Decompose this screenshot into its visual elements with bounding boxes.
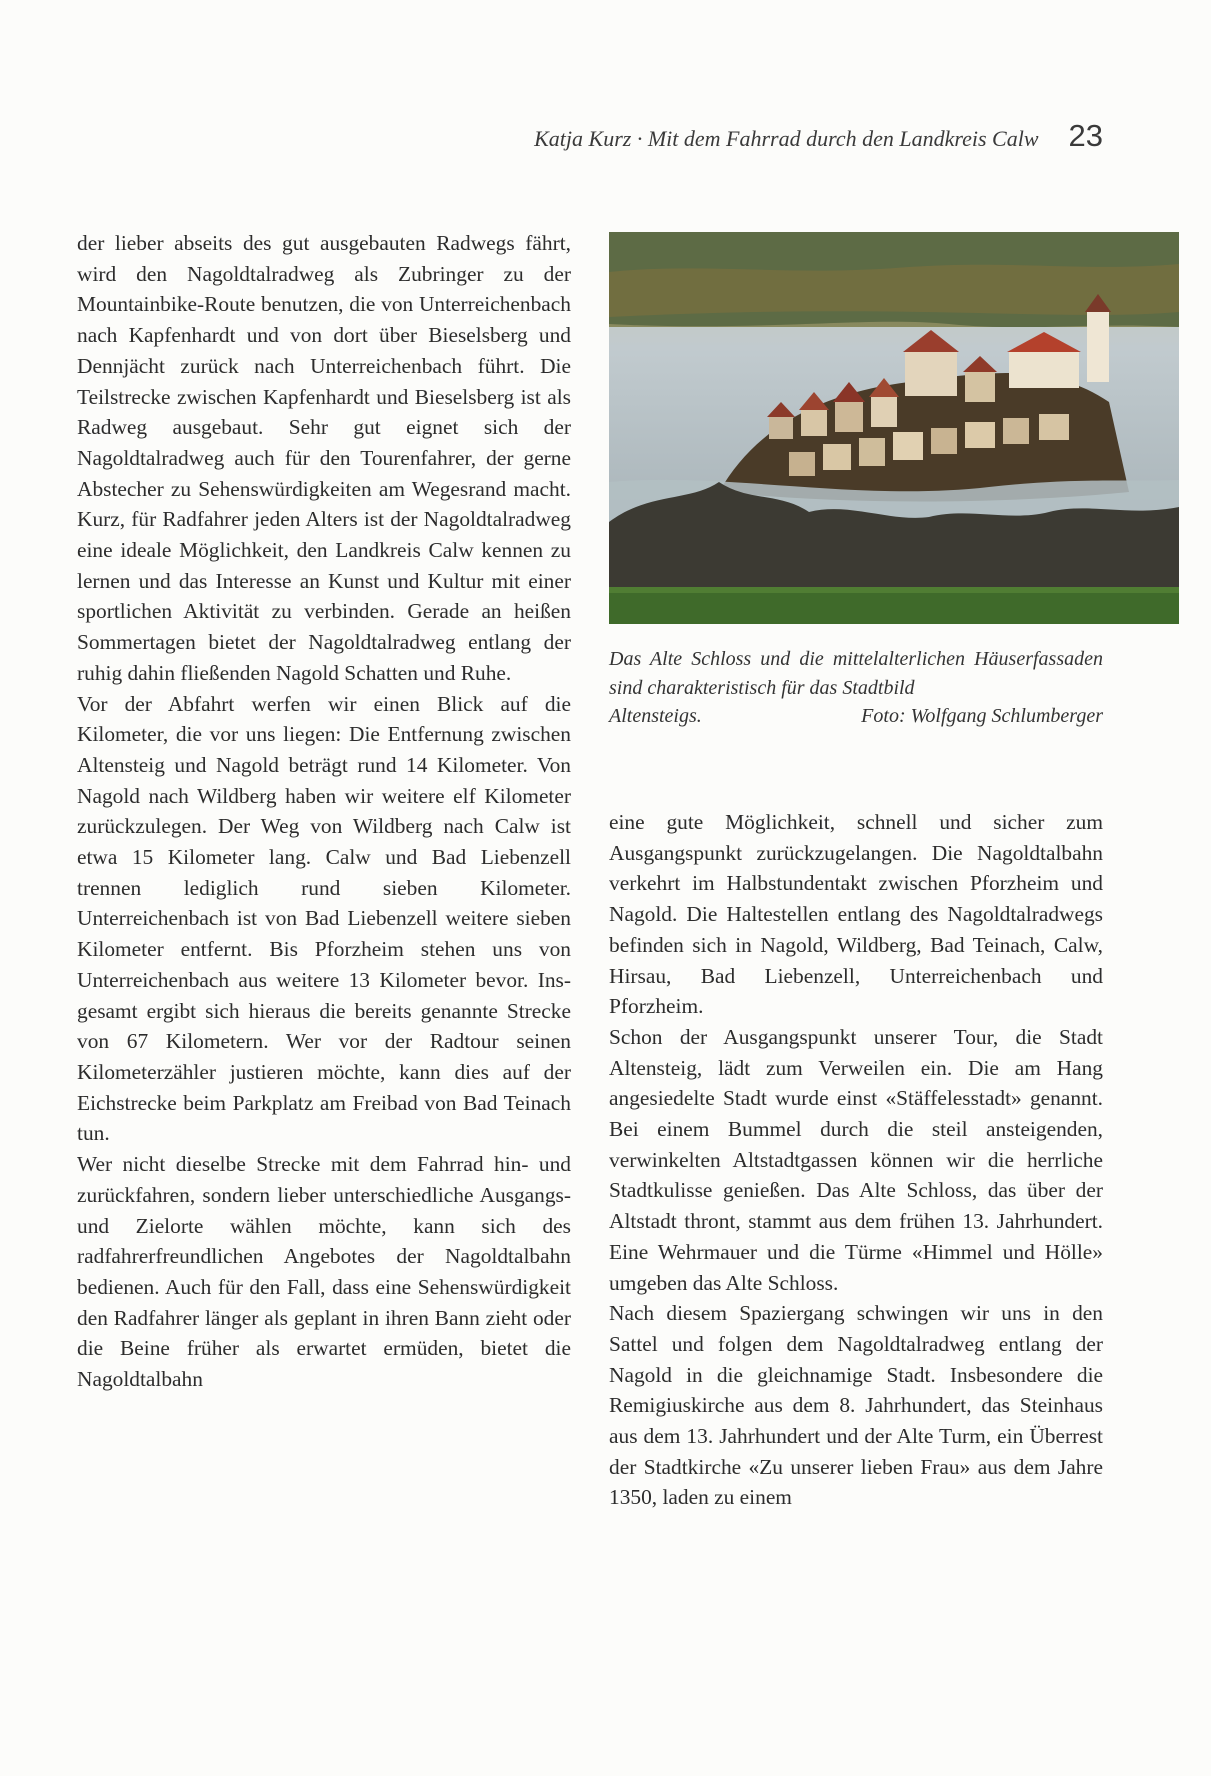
paragraph: Wer nicht dieselbe Strecke mit dem Fahrrad hin- und zurückfahren, sondern lieber unterschiedliche Ausgangs- und Zielorte wählen möchte, kann sich des radfahrerfreundlichen Angebotes der Nagoldtalbahn bedienen. Auch für den Fall, dass eine Sehenswürdigkeit den Radfahrer länger als geplant in ihren Bann zieht oder die Beine früher als erwartet ermüden, bietet die Nagoldtalbahn: [77, 1152, 571, 1392]
running-header: [534, 118, 1103, 154]
left-text-column: [77, 228, 571, 1395]
altensteig-photo: [609, 232, 1179, 624]
caption-last-line: Altensteigs.: [609, 705, 702, 727]
paragraph: Vor der Abfahrt werfen wir einen Blick auf die Kilometer, die vor uns liegen: Die Entfernung zwischen Altensteig und Nagold beträgt rund 14 Kilometer. Von Nagold nach Wildberg haben wir weitere elf Kilometer zurückzulegen. Der Weg von Wildberg nach Calw ist etwa 15 Kilometer lang. Calw und Bad Liebenzell trennen lediglich rund sieben Kilometer. Unterreichenbach ist von Bad Liebenzell weitere sieben Kilometer entfernt. Bis Pforzheim stehen uns von Unterreichenbach aus weitere 13 Kilometer bevor. Insgesamt ergibt sich hieraus die bereits genannte Strecke von 67 Kilometern. Wer vor der Radtour seinen Kilometerzähler justieren möchte, kann dies auf der Eichstrecke beim Parkplatz am Freibad von Bad Teinach tun.: [77, 691, 571, 1146]
paragraph: eine gute Möglichkeit, schnell und sicher zum Ausgangspunkt zurückzugelangen. Die Nagoldtalbahn verkehrt im Halbstundentakt zwischen Pforzheim und Nagold. Die Haltestellen entlang des Nagoldtalradwegs befinden sich in Nagold, Wildberg, Bad Teinach, Calw, Hirsau, Bad Liebenzell, Unterreichenbach und Pforzheim.: [609, 810, 1103, 1019]
photo-credit: Foto: Wolfgang Schlumberger: [861, 705, 1103, 727]
caption-text: Das Alte Schloss und die mittelalterlichen Häuserfassaden sind charakteristisch für das Stadtbild: [609, 648, 1103, 699]
running-header-title: Katja Kurz · Mit dem Fahrrad durch den Landkreis Calw: [534, 126, 1039, 151]
right-text-column: [609, 807, 1103, 1513]
paragraph: der lieber abseits des gut ausgebauten Radwegs fährt, wird den Nagoldtalradweg als Zubringer zu der Mountainbike-Route benutzen, die von Unterreichenbach nach Kapfenhardt und von dort über Bieselsberg und Dennjächt zurück nach Unterreichenbach führt. Die Teilstrecke zwischen Kapfenhardt und Bieselsberg ist als Radweg ausgebaut. Sehr gut eignet sich der Nagoldtalradweg auch für den Tourenfahrer, der gerne Abstecher zu Sehenswürdigkeiten am Wegesrand macht. Kurz, für Radfahrer jeden Alters ist der Nagoldtalradweg eine ideale Möglichkeit, den Landkreis Calw kennen zu lernen und das Interesse an Kunst und Kultur mit einer sportlichen Aktivität zu verbinden. Gerade an heißen Sommertagen bietet der Nagoldtalradweg entlang der ruhig dahin fließenden Nagold Schatten und Ruhe.: [77, 231, 571, 685]
page-number: 23: [1068, 118, 1103, 153]
paragraph: Nach diesem Spaziergang schwingen wir uns in den Sattel und folgen dem Nagoldtalradweg entlang der Nagold in die gleichnamige Stadt. Insbesondere die Remigiuskirche aus dem 8. Jahrhundert, das Steinhaus aus dem 13. Jahrhundert und der Alte Turm, ein Überrest der Stadtkirche «Zu unserer lieben Frau» aus dem Jahre 1350, laden zu einem: [609, 1301, 1103, 1510]
figure-caption: [609, 645, 1103, 731]
paragraph: Schon der Ausgangspunkt unserer Tour, die Stadt Altensteig, lädt zum Verweilen ein. Die am Hang angesiedelte Stadt wurde einst «Stäffelesstadt» genannt. Bei einem Bummel durch die steil ansteigenden, verwinkelten Altstadtgassen können wir die herrliche Stadtkulisse genießen. Das Alte Schloss, das über der Altstadt thront, stammt aus dem frühen 13. Jahrhundert. Eine Wehrmauer und die Türme «Himmel und Hölle» umgeben das Alte Schloss.: [609, 1024, 1103, 1295]
